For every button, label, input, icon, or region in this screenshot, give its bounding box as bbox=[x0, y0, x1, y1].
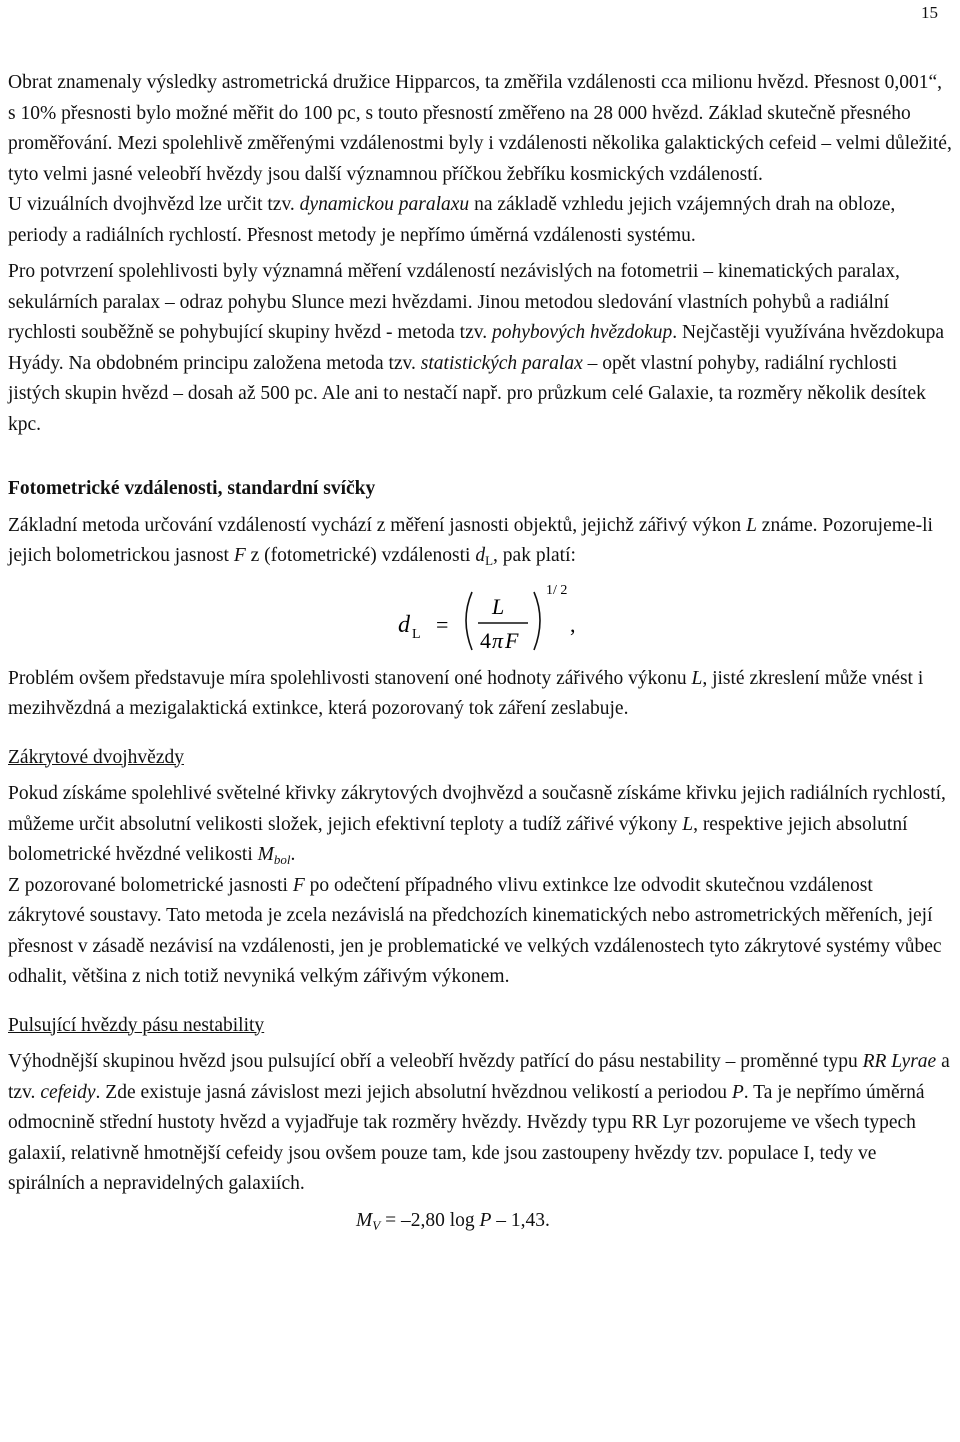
text-run: , pak platí: bbox=[493, 545, 576, 566]
formula-distance bbox=[8, 572, 952, 664]
formula-exponent: 1/ 2 bbox=[546, 582, 568, 598]
text-run: Pokud získáme spolehlivé světelné křivky zákrytových dvojhvězd a současně získáme křivku jejich radiálních rychlostí, můžeme určit absolutní velikosti složek, jejich efektivní teploty a tudíž zářivé výkony bbox=[8, 783, 946, 835]
text-run: Výhodnější skupinou hvězd jsou pulsující obří a veleobří hvězdy patřící do pásu nestability – proměnné typu bbox=[8, 1051, 863, 1072]
text-run: , respektive jejich absolutní bolometrické hvězdné velikosti bbox=[8, 813, 908, 865]
var-L: L bbox=[691, 667, 703, 689]
text-run: z (fotometrické) vzdálenosti bbox=[245, 545, 476, 566]
paragraph-hipparcos-text: Obrat znamenaly výsledky astrometrická družice Hipparcos, ta změřila vzdálenosti cca milionu hvězd. Přesnost 0,001“, s 10% přesnosti bylo možné měřit do 100 pc, s touto přesností změřeno na 28 000 hvězd. Základ skutečně přesného proměřování. Mezi spolehlivě změřenými vzdálenostmi byly i vzdálenosti několika galaktických cefeid – velmi důležité, tyto velmi jasné veleobří hvězdy jsou další významnou příčkou žebříku kosmických vzdáleností. bbox=[8, 72, 952, 185]
formula2-M-subscript: V bbox=[372, 1217, 381, 1233]
text-run: Problém ovšem představuje míra spolehlivosti stanovení oné hodnoty zářivého výkonu bbox=[8, 667, 692, 689]
var-F: F bbox=[292, 874, 305, 896]
formula2-equals: = bbox=[380, 1209, 401, 1231]
formula-right-paren bbox=[534, 592, 540, 650]
paragraph-eclipsing-2 bbox=[8, 871, 952, 993]
text-run: . Zde existuje jasná závislost mezi jejich absolutní hvězdnou velikostí a periodou bbox=[95, 1081, 732, 1103]
formula-equals: = bbox=[436, 611, 449, 637]
formula-left-paren bbox=[466, 592, 472, 650]
page-number: 15 bbox=[921, 3, 938, 22]
text-run: a tzv. bbox=[8, 1051, 950, 1103]
paragraph-photometric bbox=[8, 511, 952, 572]
formula-numerator: L bbox=[492, 593, 505, 619]
formula-period-luminosity bbox=[8, 1206, 952, 1237]
var-M-subscript: bol bbox=[273, 852, 291, 867]
var-L: L bbox=[746, 514, 757, 536]
text-run: . Ta je nepřímo úměrná odmocnině střední hustoty hvězd a vyjadřuje tak rozměry hvězdy. Hvězdy typu RR Lyr pozorujeme ve všech typech galaxií, relativně hmotnější cefeidy jsou ovšem pouze tam, kde jsou zastoupeny hvězdy tzv. populace I, tedy ve spirálních a nepravidelných galaxiích. bbox=[8, 1081, 925, 1194]
term-statistical-parallax: statistických paralax bbox=[420, 352, 583, 374]
text-run: . Nejčastěji využívána hvězdokupa Hyády. Na obdobném principu založena metoda tzv. bbox=[8, 322, 945, 374]
text-run: . bbox=[290, 844, 296, 865]
var-F: F bbox=[233, 545, 246, 566]
formula2-M: M bbox=[356, 1209, 373, 1231]
text-run: U vizuálních dvojhvězd lze určit tzv. bbox=[8, 194, 300, 215]
text-run: známe. Pozorujeme-li jejich bolometrickou jasnost bbox=[8, 514, 933, 566]
page-content bbox=[8, 68, 952, 1236]
var-M: M bbox=[257, 844, 274, 865]
formula2-rest: – 1,43. bbox=[491, 1209, 550, 1231]
heading-pulsating-stars: Pulsující hvězdy pásu nestability bbox=[8, 1014, 265, 1036]
heading-photometric: Fotometrické vzdálenosti, standardní svíčky bbox=[8, 478, 376, 499]
formula-denominator-coef: 4 bbox=[480, 627, 491, 653]
paragraph-dynamic-parallax bbox=[8, 190, 952, 251]
var-d: d bbox=[475, 545, 486, 566]
formula-denominator-pi: π bbox=[492, 627, 504, 653]
formula-denominator-var: F bbox=[505, 627, 519, 653]
var-L: L bbox=[682, 813, 694, 835]
text-run: na základě vzhledu jejich vzájemných drah na obloze, periody a radiálních rychlostí. Přesnost metody je nepřímo úměrná vzdálenosti systému. bbox=[8, 194, 896, 246]
text-run: Základní metoda určování vzdáleností vychází z měření jasnosti objektů, jejichž zářivý výkon bbox=[8, 514, 747, 536]
formula-comma: , bbox=[570, 611, 576, 637]
formula2-value: –2,80 log bbox=[400, 1209, 480, 1231]
var-d-subscript: L bbox=[485, 553, 494, 568]
var-P: P bbox=[731, 1081, 744, 1103]
paragraph-problem bbox=[8, 664, 952, 725]
paragraph-eclipsing-1 bbox=[8, 779, 952, 871]
formula2-P: P bbox=[479, 1209, 492, 1231]
text-run: – opět vlastní pohyby, radiální rychlosti jistých skupin hvězd – dosah až 500 pc. Ale ani to nestačí např. pro průzkum celé Galaxie, ta rozměry několik desítek kpc. bbox=[8, 352, 926, 435]
paragraph-hipparcos bbox=[8, 68, 952, 190]
term-rr-lyrae: RR Lyrae bbox=[862, 1051, 937, 1072]
text-run: po odečtení případného vlivu extinkce lze odvodit skutečnou vzdálenost zákrytové soustavy. Tato metoda je zcela nezávislá na předchozích kinematických nebo astrometrických měřeních, její přesnost v zásadě nezávisí na vzdálenosti, jen je problematické ve velkých vzdálenostech tyto zákrytové systémy vůbec odhalit, většina z nich totiž nevyniká velkým zářivým výkonem. bbox=[8, 874, 942, 987]
paragraph-pulsating bbox=[8, 1047, 952, 1200]
term-cepheids: cefeidy bbox=[40, 1081, 96, 1103]
text-run: Z pozorované bolometrické jasnosti bbox=[8, 874, 293, 896]
term-moving-clusters: pohybových hvězdokup bbox=[491, 322, 673, 343]
paragraph-kinematic bbox=[8, 257, 952, 440]
term-dynamic-parallax: dynamickou paralaxu bbox=[299, 194, 470, 215]
formula-lhs: d bbox=[398, 611, 410, 638]
formula-distance-svg bbox=[388, 578, 608, 668]
heading-eclipsing-binaries: Zákrytové dvojhvězdy bbox=[8, 746, 184, 768]
formula-lhs-sub: L bbox=[412, 626, 421, 642]
text-run: Pro potvrzení spolehlivosti byly významná měření vzdáleností nezávislých na fotometrii – kinematických paralax, sekulárních paralax – odraz pohybu Slunce mezi hvězdami. Jinou metodou sledování vlastních pohybů a radiální rychlosti souběžně se pohybující skupiny hvězd - metoda tzv. bbox=[8, 261, 900, 343]
text-run: , jisté zkreslení může vnést i mezihvězdná a mezigalaktická extinkce, která pozorovaný tok záření zeslabuje. bbox=[8, 667, 924, 719]
